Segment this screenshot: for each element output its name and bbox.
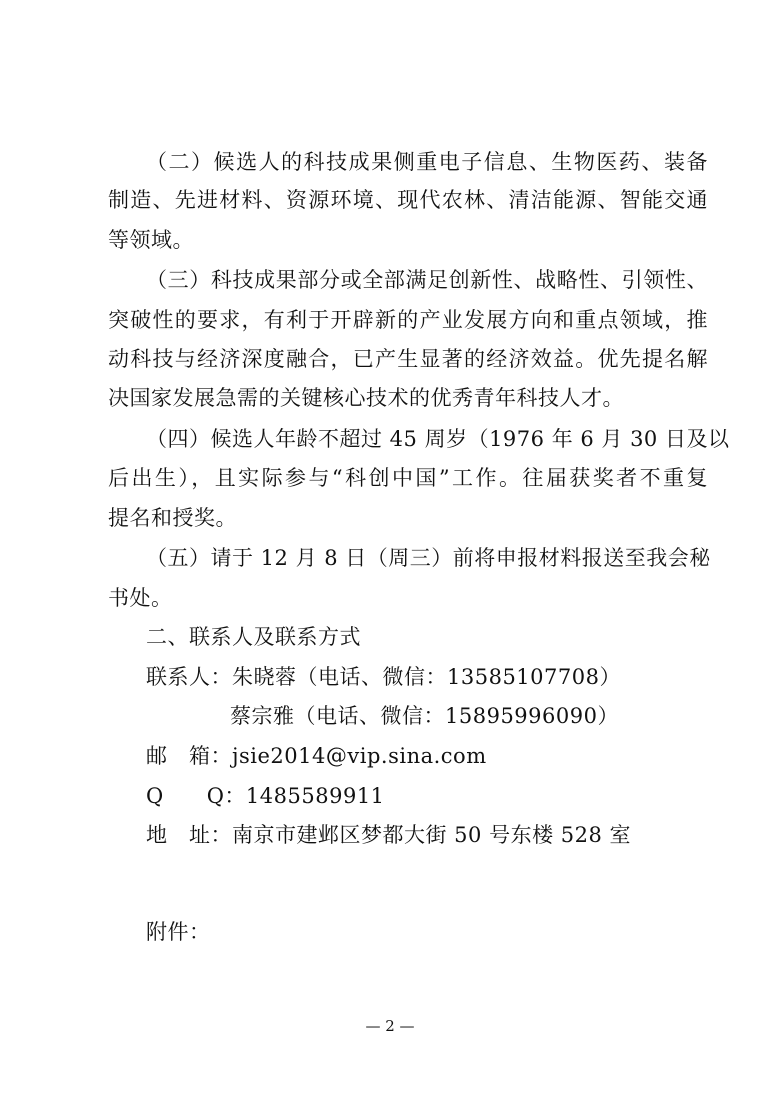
para-3-line-1: （三）科技成果部分或全部满足创新性、战略性、引领性、 <box>146 268 708 292</box>
para-2-line-2: 制造、先进材料、资源环境、现代农林、清洁能源、智能交通 <box>108 188 708 212</box>
para-2-line-1: （二）候选人的科技成果侧重电子信息、生物医药、装备 <box>146 150 708 174</box>
para-5-line-1: （五）请于 12 月 8 日（周三）前将申报材料报送至我会秘 <box>146 546 711 570</box>
para-4-line-1: （四）候选人年龄不超过 45 周岁（1976 年 6 月 30 日及以 <box>146 427 730 451</box>
page-number: — 2 — <box>365 1017 415 1035</box>
para-4-line-3: 提名和授奖。 <box>108 506 237 530</box>
contact-person-2: 蔡宗雅（电话、微信：15895996090） <box>230 704 619 728</box>
section-heading: 二、联系人及联系方式 <box>146 625 361 649</box>
para-3-line-2: 突破性的要求，有利于开辟新的产业发展方向和重点领域，推 <box>108 308 708 332</box>
para-3-line-3: 动科技与经济深度融合，已产生显著的经济效益。优先提名解 <box>108 347 708 371</box>
para-4-line-2: 后出生），且实际参与“科创中国”工作。往届获奖者不重复 <box>108 466 708 490</box>
contact-email: 邮 箱：jsie2014@vip.sina.com <box>146 744 487 768</box>
contact-address: 地 址：南京市建邺区梦都大街 50 号东楼 528 室 <box>146 823 632 847</box>
para-3-line-4: 决国家发展急需的关键核心技术的优秀青年科技人才。 <box>108 386 624 410</box>
contact-person-1: 联系人：朱晓蓉（电话、微信：13585107708） <box>146 665 621 689</box>
attachment-label: 附件： <box>146 920 211 944</box>
para-2-line-3: 等领域。 <box>108 228 194 252</box>
para-5-line-2: 书处。 <box>108 586 173 610</box>
contact-qq: Q Q：1485589911 <box>146 784 385 808</box>
